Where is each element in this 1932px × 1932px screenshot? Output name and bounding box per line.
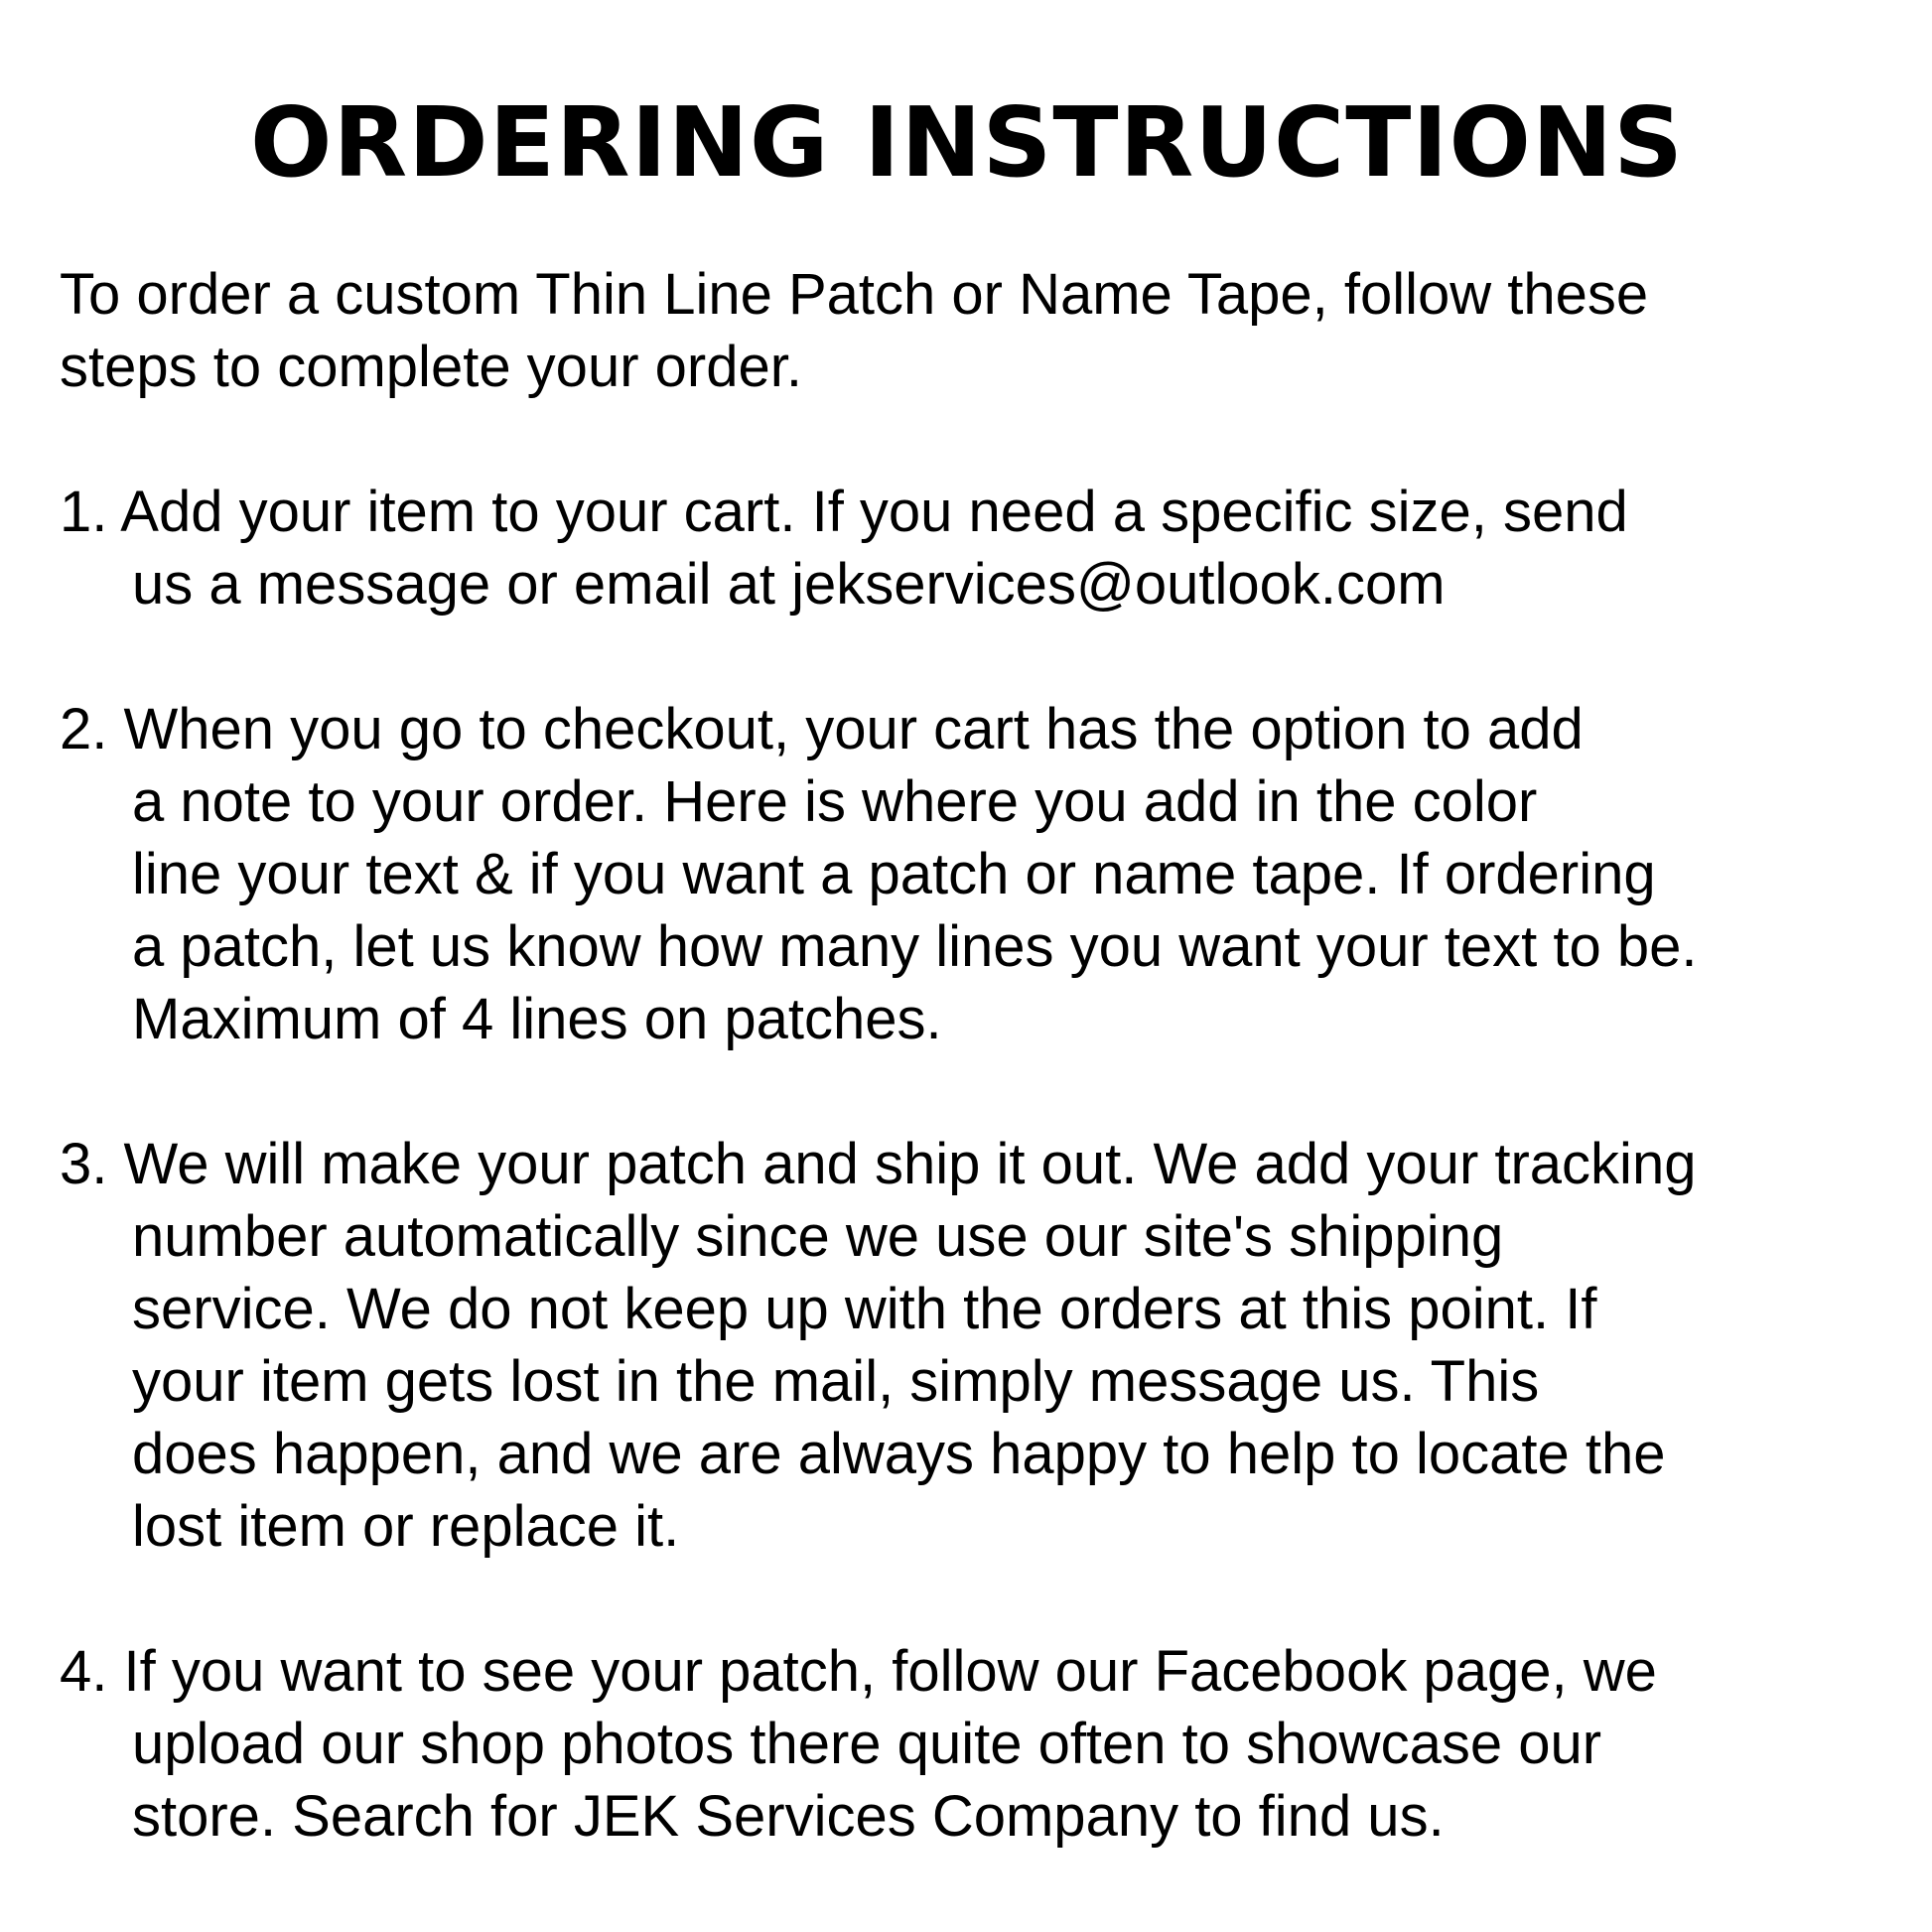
step-3-line: your item gets lost in the mail, simply message us. This — [132, 1349, 1540, 1414]
step-2-line: a patch, let us know how many lines you want your text to be. — [132, 914, 1698, 979]
step-1 — [60, 476, 1874, 621]
step-4-number: 4. — [60, 1639, 108, 1704]
step-3 — [60, 1128, 1874, 1563]
step-3-line: service. We do not keep up with the orders at this point. If — [132, 1277, 1597, 1341]
step-3-line: does happen, and we are always happy to help to locate the — [132, 1422, 1666, 1486]
step-2-text: When you go to checkout, your cart has the option to add — [123, 697, 1584, 761]
step-3-line: number automatically since we use our site's shipping — [132, 1204, 1504, 1269]
step-1-line — [60, 476, 1874, 548]
step-2 — [60, 693, 1874, 1055]
intro-line: To order a custom Thin Line Patch or Name Tape, follow these — [60, 262, 1649, 327]
intro-paragraph — [60, 258, 1874, 403]
step-2-line: line your text & if you want a patch or name tape. If ordering — [132, 842, 1656, 906]
step-4-line — [60, 1635, 1874, 1708]
step-2-line — [60, 693, 1874, 765]
step-1-text: Add your item to your cart. If you need a specific size, send — [120, 480, 1628, 544]
step-3-line — [60, 1128, 1874, 1200]
step-4-text: If you want to see your patch, follow our Facebook page, we — [123, 1639, 1657, 1704]
step-1-number: 1. — [60, 480, 108, 544]
step-2-line: Maximum of 4 lines on patches. — [132, 987, 942, 1051]
page-title: ORDERING INSTRUCTIONS — [250, 86, 1684, 199]
step-3-number: 3. — [60, 1132, 108, 1196]
step-3-line: lost item or replace it. — [132, 1494, 680, 1559]
step-2-line: a note to your order. Here is where you add in the color — [132, 769, 1538, 834]
step-3-text: We will make your patch and ship it out. We add your tracking — [123, 1132, 1697, 1196]
step-4 — [60, 1635, 1874, 1853]
intro-line: steps to complete your order. — [60, 335, 802, 399]
step-4-line: store. Search for JEK Services Company to find us. — [132, 1784, 1445, 1849]
step-4-line: upload our shop photos there quite often to showcase our — [132, 1712, 1602, 1776]
step-2-number: 2. — [60, 697, 108, 761]
step-1-line: us a message or email at jekservices@outlook.com — [132, 552, 1446, 617]
